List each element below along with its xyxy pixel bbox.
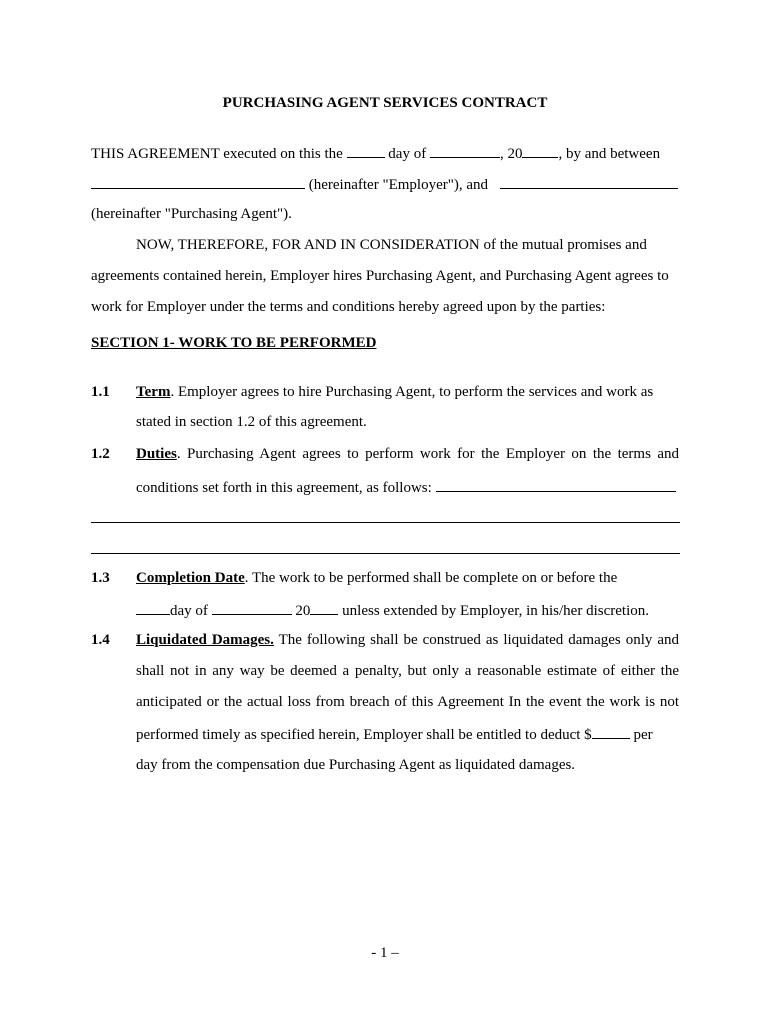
consideration-line-1: NOW, THEREFORE, FOR AND IN CONSIDERATION of the mutual promises and (136, 237, 647, 253)
intro-text-d: , by and between (558, 146, 661, 162)
intro-text-c: , 20 (499, 146, 523, 162)
month-blank[interactable] (430, 143, 500, 158)
employer-name-blank[interactable] (91, 174, 305, 189)
intro-line-1 (91, 143, 660, 163)
completion-year-blank[interactable] (310, 600, 338, 615)
clause-1-2-label: Duties (136, 446, 177, 462)
clause-1-2-line-2 (136, 477, 676, 497)
clause-1-3-line-1 (136, 569, 617, 587)
document-title: PURCHASING AGENT SERVICES CONTRACT (222, 95, 548, 111)
consideration-line-3: work for Employer under the terms and conditions hereby agreed upon by the parties: (91, 299, 606, 315)
clause-1-1-line-2: stated in section 1.2 of this agreement. (136, 414, 367, 430)
completion-month-blank[interactable] (212, 600, 292, 615)
intro-employer-text: (hereinafter "Employer"), and (305, 177, 492, 193)
intro-text-a: THIS AGREEMENT executed on this the (91, 146, 347, 162)
clause-1-1-text: . Employer agrees to hire Purchasing Agent, to perform the services and work as (170, 384, 654, 400)
duties-blank-line-1[interactable] (91, 522, 680, 523)
clause-1-4-line-4 (136, 724, 653, 744)
clause-number-1-1: 1.1 (91, 384, 110, 400)
clause-number-1-2: 1.2 (91, 446, 110, 462)
duties-blank-inline[interactable] (436, 477, 676, 492)
intro-line-2 (91, 174, 678, 194)
year-blank[interactable] (522, 143, 558, 158)
clause-1-2-line-1 (136, 445, 679, 463)
consideration-line-2: agreements contained herein, Employer hires Purchasing Agent, and Purchasing Agent agrees to (91, 268, 669, 284)
intro-text-b: day of (384, 146, 430, 162)
clause-1-2-text: . Purchasing Agent agrees to perform work for the Employer on the terms and (176, 446, 679, 462)
clause-1-3-label: Completion Date (136, 570, 245, 586)
clause-number-1-4: 1.4 (91, 632, 110, 648)
clause-1-3-text: . The work to be performed shall be complete on or before the (244, 570, 618, 586)
section-1-heading: SECTION 1- WORK TO BE PERFORMED (91, 335, 377, 351)
clause-1-4-line-5: day from the compensation due Purchasing Agent as liquidated damages. (136, 757, 576, 773)
purchasing-agent-name-blank[interactable] (500, 174, 678, 189)
clause-1-3-text-a: day of (170, 603, 212, 619)
clause-number-1-3: 1.3 (91, 570, 110, 586)
clause-1-4-text-4b: per (629, 727, 653, 743)
page-number: - 1 – (371, 945, 399, 961)
clause-1-4-label: Liquidated Damages. (136, 632, 274, 648)
clause-1-4-text-4a: performed timely as specified herein, Employer shall be entitled to deduct $ (136, 727, 592, 743)
clause-1-4-line-1 (136, 631, 679, 649)
day-blank[interactable] (347, 143, 385, 158)
duties-blank-line-2[interactable] (91, 553, 680, 554)
clause-1-4-text: The following shall be construed as liquidated damages only and (273, 632, 680, 648)
clause-1-3-text-b: 20 (291, 603, 311, 619)
deduction-amount-blank[interactable] (592, 724, 630, 739)
intro-line-3: (hereinafter "Purchasing Agent"). (91, 206, 292, 222)
clause-1-3-line-2 (136, 600, 649, 620)
clause-1-1-label: Term (136, 384, 171, 400)
clause-1-3-text-c: unless extended by Employer, in his/her discretion. (338, 603, 649, 619)
clause-1-4-line-2: shall not in any way be deemed a penalty, but only a reasonable estimate of either the (136, 663, 679, 679)
clause-1-2-text-2: conditions set forth in this agreement, as follows: (136, 480, 436, 496)
clause-1-1-line-1 (136, 383, 653, 401)
clause-1-4-line-3: anticipated or the actual loss from breach of this Agreement In the event the work is not (136, 694, 679, 710)
completion-day-blank[interactable] (136, 600, 170, 615)
